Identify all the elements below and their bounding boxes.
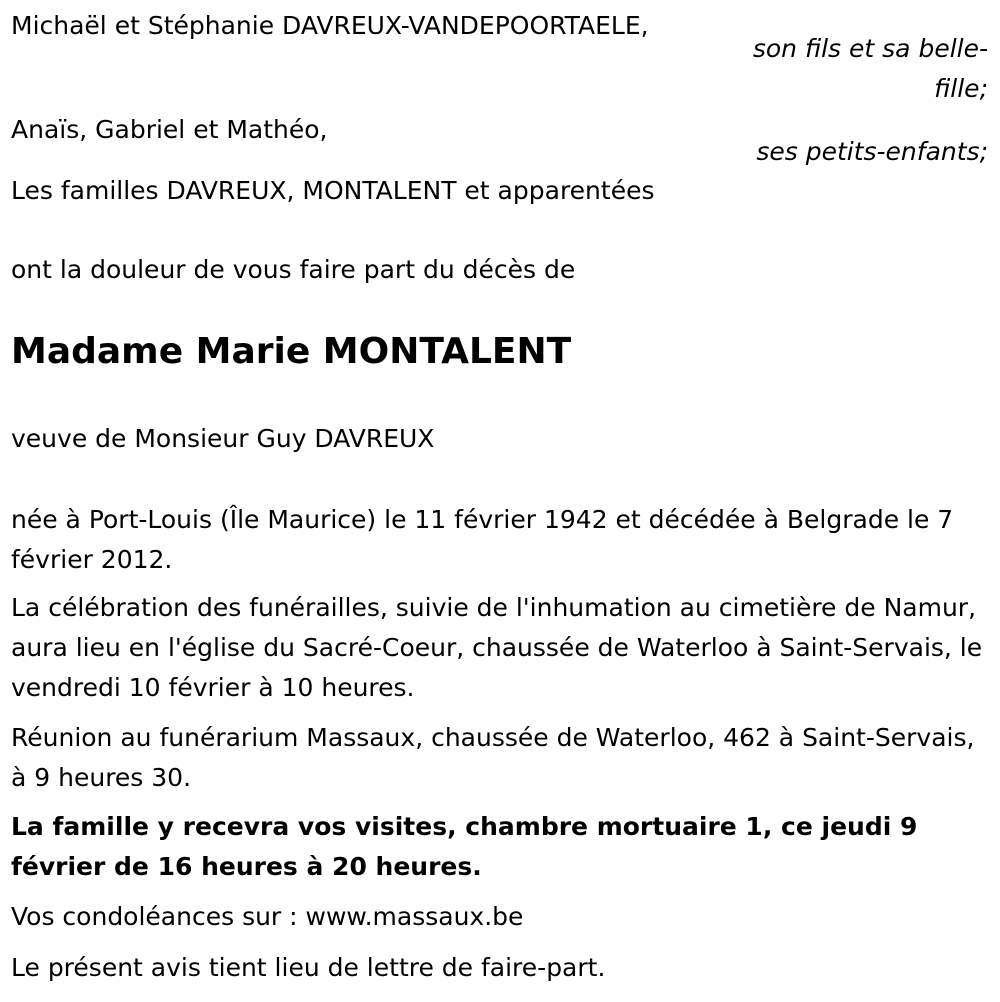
relation-label-2: ses petits-enfants; bbox=[756, 137, 988, 166]
relation-label-1b: fille; bbox=[934, 74, 988, 103]
funeral-paragraph: La célébration des funérailles, suivie de l'inhumation au cimetière de Namur, aura lieu en l'église du Sacré-Coeur, chaussée de Waterloo à Saint-Servais, le vendredi 10 février à 10 heures. bbox=[11, 593, 983, 702]
widow-of-text: veuve de Monsieur Guy DAVREUX bbox=[11, 424, 435, 453]
relation-label-1a: son fils et sa belle- bbox=[752, 34, 988, 63]
announcer-line-2: Anaïs, Gabriel et Mathéo, bbox=[11, 115, 328, 144]
announcer-line-3: Les familles DAVREUX, MONTALENT et apparentées bbox=[11, 176, 655, 205]
intro-text: ont la douleur de vous faire part du décès de bbox=[11, 255, 576, 284]
condolences-text: Vos condoléances sur : www.massaux.be bbox=[11, 902, 524, 931]
deceased-name: Madame Marie MONTALENT bbox=[11, 331, 572, 372]
announcer-line-1: Michaël et Stéphanie DAVREUX-VANDEPOORTAELE, bbox=[11, 11, 649, 40]
meeting-paragraph: Réunion au funérarium Massaux, chaussée de Waterloo, 462 à Saint-Servais, à 9 heures 30. bbox=[11, 723, 975, 792]
visits-paragraph: La famille y recevra vos visites, chambre mortuaire 1, ce jeudi 9 février de 16 heures à 20 heures. bbox=[11, 812, 918, 881]
birth-death-paragraph: née à Port-Louis (Île Maurice) le 11 février 1942 et décédée à Belgrade le 7 février 2012. bbox=[11, 505, 954, 574]
notice-text: Le présent avis tient lieu de lettre de faire-part. bbox=[11, 953, 606, 982]
